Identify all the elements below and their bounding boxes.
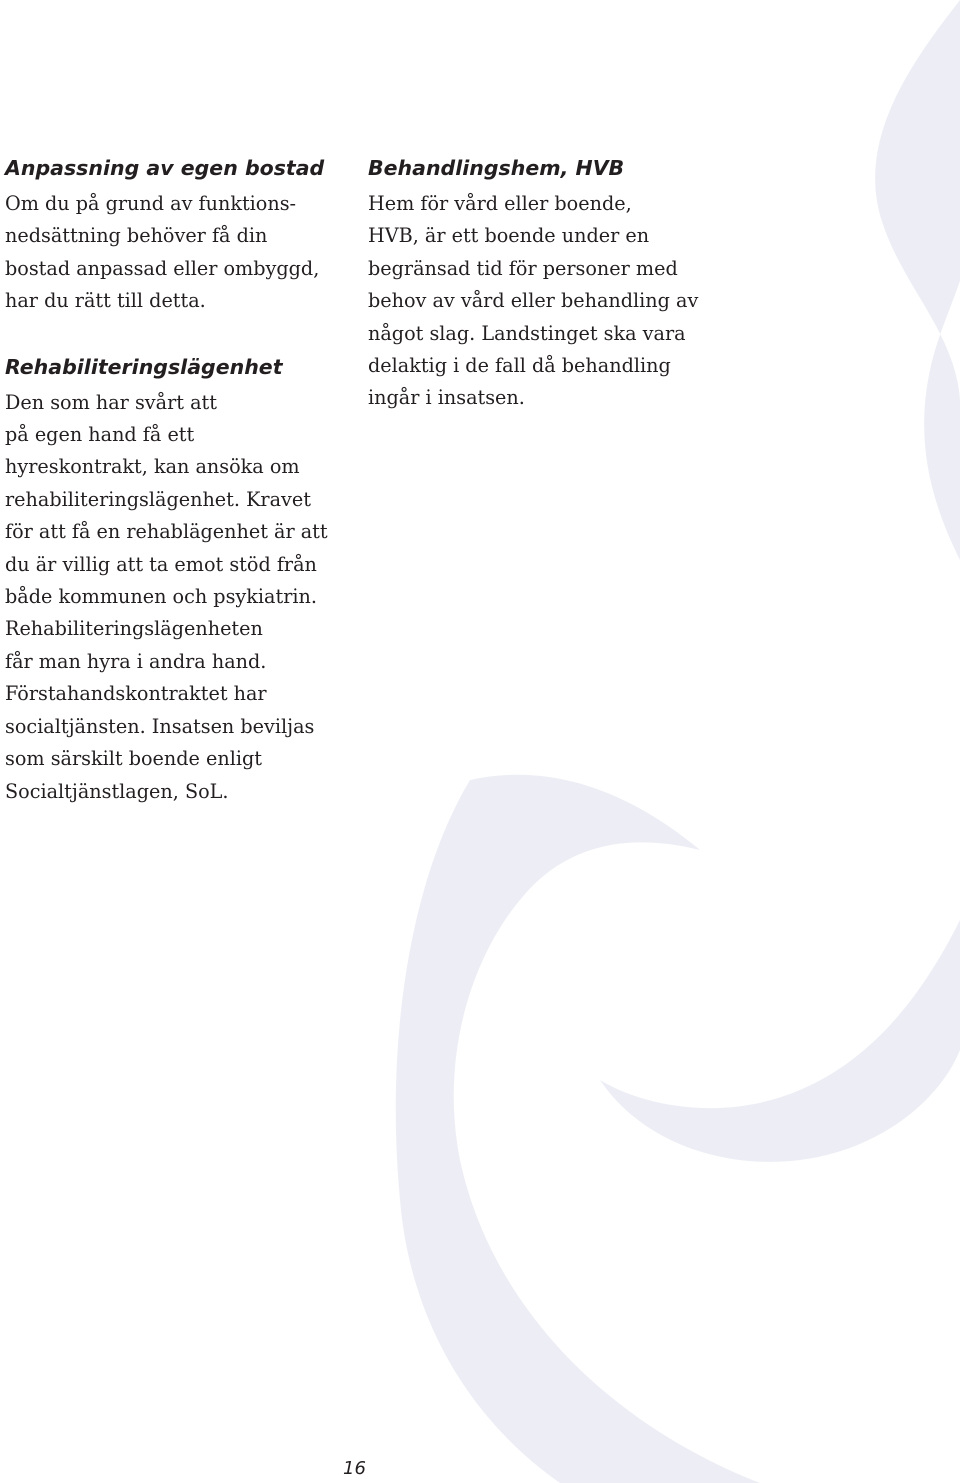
left-column [5,148,350,808]
section-heading-rehab-apartment: Rehabiliteringslägenhet [5,354,283,379]
section-body-home-adaptation: Om du på grund av funktions- nedsättning behöver få din bostad anpassad eller ombyggd, har du rätt till detta. [5,192,320,313]
section-heading-home-adaptation: Anpassning av egen bostad [5,156,325,180]
right-column [368,148,728,415]
section-body-treatment-home: Hem för vård eller boende, HVB, är ett boende under en begränsad tid för personer med behov av vård eller behandling av något slag. Landstinget ska vara delaktig i de fall då behandling ingår i insatsen. [368,192,699,410]
section-heading-treatment-home: Behandlingshem, HVB [368,156,625,180]
page-number: 16 [343,1458,366,1479]
section-body-rehab-apartment: Den som har svårt att på egen hand få ett hyreskontrakt, kan ansöka om rehabiliteringslägenhet. Kravet för att få en rehablägenhet är att du är villig att ta emot stöd från både kommunen och psykiatrin. Rehabiliteringslägenheten får man hyra i andra hand. Förstahandskontraktet har socialtjänsten. Insatsen beviljas som särskilt boende enligt Socialtjänstlagen, SoL. [5,390,328,803]
